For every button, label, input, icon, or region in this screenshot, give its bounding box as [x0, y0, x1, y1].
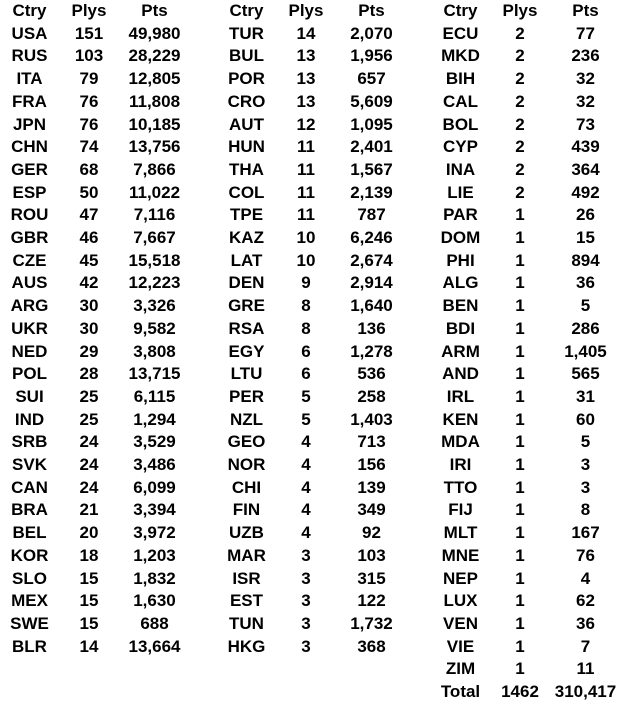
players-count-cell: 4	[301, 477, 311, 497]
country-code-cell: MAR	[227, 545, 266, 565]
points-cell: 12,805	[128, 69, 181, 89]
points-cell: 77	[576, 23, 595, 43]
country-code-cell: NOR	[227, 455, 266, 475]
country-code-cell: BEL	[12, 523, 47, 543]
country-code-cell: GEO	[227, 432, 266, 452]
country-code-cell: FRA	[12, 91, 47, 111]
country-code-cell: ROU	[10, 205, 49, 225]
players-count-cell: 1	[515, 591, 525, 611]
players-count-cell: 1	[515, 364, 525, 384]
players-count-cell: 3	[301, 613, 311, 633]
players-count-cell: 13	[296, 91, 316, 111]
players-count-cell: 13	[296, 69, 316, 89]
column-header-ctry: Ctry	[443, 1, 478, 20]
points-cell: 236	[571, 46, 600, 66]
country-code-cell: ESP	[12, 182, 47, 202]
points-cell: 1,278	[350, 341, 393, 361]
points-cell: 36	[576, 273, 595, 293]
country-code-cell: UZB	[229, 523, 264, 543]
country-code-cell: TPE	[229, 205, 264, 225]
country-code-cell: BEN	[442, 296, 479, 316]
country-code-cell: CHI	[231, 477, 262, 497]
players-count-cell: 74	[79, 137, 99, 157]
players-count-cell: 1	[515, 341, 525, 361]
points-cell: 565	[571, 364, 600, 384]
total-points-cell: 310,417	[554, 682, 617, 702]
players-count-cell: 14	[296, 23, 316, 43]
total-players-cell: 1462	[501, 682, 539, 702]
players-count-cell: 15	[79, 613, 99, 633]
country-code-cell: POL	[12, 364, 47, 384]
country-code-cell: LIE	[447, 182, 474, 202]
players-count-cell: 1	[515, 228, 525, 248]
players-count-cell: 20	[79, 523, 99, 543]
country-code-cell: VIE	[446, 636, 475, 656]
country-code-cell: HUN	[228, 137, 265, 157]
points-cell: 1,095	[350, 114, 393, 134]
players-count-cell: 10	[296, 228, 316, 248]
players-count-cell: 79	[79, 69, 99, 89]
country-code-cell: VEN	[443, 613, 478, 633]
points-cell: 11,808	[128, 91, 181, 111]
players-count-cell: 9	[301, 273, 311, 293]
points-cell: 6,099	[133, 477, 176, 497]
players-count-cell: 76	[79, 114, 99, 134]
points-cell: 3,529	[133, 432, 176, 452]
players-count-cell: 25	[79, 409, 99, 429]
points-cell: 32	[576, 69, 595, 89]
players-count-cell: 103	[74, 46, 104, 66]
players-count-cell: 30	[79, 296, 99, 316]
points-cell: 2,674	[350, 250, 393, 270]
points-cell: 92	[362, 523, 381, 543]
players-count-cell: 11	[297, 182, 315, 202]
country-code-cell: LAT	[230, 250, 263, 270]
players-count-cell: 3	[301, 545, 311, 565]
points-cell: 536	[357, 364, 386, 384]
country-code-cell: BDI	[445, 318, 476, 338]
points-cell: 15,518	[128, 250, 181, 270]
country-code-cell: AUS	[11, 273, 48, 293]
country-code-cell: EST	[229, 591, 264, 611]
players-count-cell: 11	[297, 137, 315, 157]
country-code-cell: HKG	[227, 636, 266, 656]
country-code-cell: RUS	[11, 46, 48, 66]
players-count-cell: 24	[79, 477, 99, 497]
points-cell: 2,070	[350, 23, 393, 43]
country-code-cell: FIJ	[448, 500, 473, 520]
points-cell: 1,203	[133, 545, 176, 565]
points-cell: 103	[357, 545, 386, 565]
points-cell: 7	[580, 636, 591, 656]
column-header-plys: Plys	[502, 1, 538, 20]
country-code-cell: BIH	[445, 69, 476, 89]
country-code-cell: DEN	[228, 273, 265, 293]
players-count-cell: 1	[515, 432, 525, 452]
players-count-cell: 1	[515, 409, 525, 429]
players-count-cell: 1	[515, 500, 525, 520]
country-code-cell: SRB	[11, 432, 48, 452]
points-cell: 7,866	[133, 159, 176, 179]
players-count-cell: 8	[301, 318, 311, 338]
players-count-cell: 24	[79, 455, 99, 475]
players-count-cell: 1	[515, 273, 525, 293]
players-count-cell: 29	[79, 341, 99, 361]
points-cell: 26	[576, 205, 595, 225]
players-count-cell: 13	[296, 46, 316, 66]
country-code-cell: LUX	[443, 591, 478, 611]
players-count-cell: 1	[515, 477, 525, 497]
country-code-cell: DOM	[440, 228, 481, 248]
players-count-cell: 2	[515, 137, 525, 157]
points-cell: 62	[576, 591, 595, 611]
points-cell: 1,956	[350, 46, 393, 66]
points-cell: 713	[357, 432, 386, 452]
country-code-cell: TUN	[229, 613, 264, 633]
points-cell: 76	[576, 545, 595, 565]
country-code-cell: BLR	[12, 636, 47, 656]
players-count-cell: 6	[301, 341, 311, 361]
country-code-cell: MLT	[443, 523, 478, 543]
column-header-ctry: Ctry	[12, 1, 47, 20]
country-code-cell: SUI	[15, 386, 44, 406]
players-count-cell: 45	[79, 250, 99, 270]
points-cell: 286	[571, 318, 600, 338]
players-count-cell: 2	[515, 159, 525, 179]
country-code-cell: CRO	[227, 91, 266, 111]
players-count-cell: 1	[515, 205, 525, 225]
players-count-cell: 15	[79, 591, 99, 611]
country-code-cell: CHN	[11, 137, 48, 157]
column-header-plys: Plys	[71, 1, 107, 20]
country-code-cell: PHI	[446, 250, 475, 270]
country-code-cell: TUR	[229, 23, 264, 43]
country-code-cell: NEP	[443, 568, 478, 588]
country-code-cell: GER	[11, 159, 48, 179]
players-count-cell: 3	[301, 636, 311, 656]
players-count-cell: 4	[301, 500, 311, 520]
points-cell: 1,403	[350, 409, 393, 429]
players-count-cell: 8	[301, 296, 311, 316]
country-code-cell: SLO	[12, 568, 47, 588]
country-code-cell: MEX	[11, 591, 48, 611]
players-count-cell: 24	[79, 432, 99, 452]
points-cell: 364	[571, 159, 600, 179]
country-code-cell: ARG	[10, 296, 49, 316]
column-header-pts: Pts	[141, 1, 168, 20]
points-cell: 32	[576, 91, 595, 111]
points-cell: 60	[576, 409, 595, 429]
players-count-cell: 76	[79, 91, 99, 111]
country-code-cell: FIN	[232, 500, 261, 520]
column-header-ctry: Ctry	[229, 1, 264, 20]
players-count-cell: 151	[74, 23, 104, 43]
points-cell: 1,832	[133, 568, 176, 588]
points-cell: 73	[576, 114, 595, 134]
players-count-cell: 1	[515, 545, 525, 565]
total-label-cell: Total	[440, 682, 481, 702]
players-count-cell: 1	[515, 296, 525, 316]
points-cell: 439	[571, 137, 600, 157]
country-code-cell: UKR	[11, 318, 48, 338]
country-code-cell: POR	[228, 69, 265, 89]
points-cell: 315	[357, 568, 386, 588]
points-cell: 36	[576, 613, 595, 633]
country-code-cell: ISR	[232, 568, 261, 588]
points-cell: 3,326	[133, 296, 176, 316]
points-cell: 28,229	[128, 46, 181, 66]
players-count-cell: 4	[301, 523, 311, 543]
points-cell: 49,980	[128, 23, 181, 43]
points-cell: 31	[576, 386, 595, 406]
players-count-cell: 47	[79, 205, 99, 225]
players-count-cell: 1	[515, 455, 525, 475]
points-cell: 1,630	[133, 591, 176, 611]
country-code-cell: ITA	[16, 69, 43, 89]
country-code-cell: CZE	[12, 250, 47, 270]
points-cell: 3,972	[133, 523, 176, 543]
points-cell: 136	[357, 318, 386, 338]
points-cell: 11,022	[128, 182, 181, 202]
players-count-cell: 30	[79, 318, 99, 338]
country-code-cell: ALG	[442, 273, 479, 293]
country-code-cell: BOL	[442, 114, 479, 134]
players-count-cell: 18	[79, 545, 99, 565]
players-count-cell: 2	[515, 114, 525, 134]
points-cell: 9,582	[133, 318, 176, 338]
column-header-pts: Pts	[358, 1, 385, 20]
points-cell: 122	[357, 591, 386, 611]
country-code-cell: AUT	[229, 114, 264, 134]
players-count-cell: 25	[79, 386, 99, 406]
points-cell: 5	[580, 432, 591, 452]
country-code-cell: IRI	[449, 455, 472, 475]
players-count-cell: 1	[515, 613, 525, 633]
players-count-cell: 1	[515, 659, 525, 679]
points-cell: 5,609	[350, 91, 393, 111]
players-count-cell: 12	[296, 114, 316, 134]
points-cell: 6,246	[350, 228, 393, 248]
players-count-cell: 1	[515, 523, 525, 543]
points-cell: 6,115	[133, 386, 176, 406]
country-code-cell: LTU	[230, 364, 263, 384]
country-code-cell: CAN	[11, 477, 48, 497]
country-code-cell: JPN	[12, 114, 47, 134]
country-code-cell: IRL	[446, 386, 475, 406]
points-cell: 11	[576, 659, 595, 679]
points-cell: 156	[357, 455, 386, 475]
country-code-cell: RSA	[228, 318, 265, 338]
country-code-cell: PER	[229, 386, 264, 406]
points-cell: 12,223	[128, 273, 181, 293]
country-code-cell: AND	[442, 364, 479, 384]
players-count-cell: 1	[515, 568, 525, 588]
players-count-cell: 50	[79, 182, 99, 202]
points-cell: 894	[571, 250, 600, 270]
country-code-cell: KAZ	[229, 228, 264, 248]
points-cell: 13,715	[128, 364, 181, 384]
country-code-cell: EGY	[228, 341, 265, 361]
points-cell: 10,185	[128, 114, 181, 134]
points-cell: 1,567	[350, 159, 393, 179]
players-count-cell: 11	[297, 159, 315, 179]
country-code-cell: THA	[229, 159, 264, 179]
players-count-cell: 2	[515, 23, 525, 43]
points-cell: 349	[357, 500, 386, 520]
players-count-cell: 2	[515, 182, 525, 202]
points-cell: 3	[580, 477, 591, 497]
points-cell: 139	[357, 477, 386, 497]
points-cell: 5	[580, 296, 591, 316]
points-cell: 2,139	[350, 182, 393, 202]
points-cell: 13,756	[128, 137, 181, 157]
country-code-cell: BRA	[11, 500, 48, 520]
players-count-cell: 68	[79, 159, 99, 179]
points-cell: 258	[357, 386, 386, 406]
points-cell: 1,732	[350, 613, 393, 633]
country-code-cell: ZIM	[445, 659, 476, 679]
points-cell: 13,664	[128, 636, 181, 656]
country-code-cell: USA	[11, 23, 48, 43]
points-cell: 3,808	[133, 341, 176, 361]
country-code-cell: GRE	[228, 296, 265, 316]
points-cell: 3,394	[133, 500, 176, 520]
players-count-cell: 1	[515, 386, 525, 406]
country-code-cell: KEN	[442, 409, 479, 429]
country-code-cell: TTO	[443, 477, 478, 497]
column-header-plys: Plys	[288, 1, 324, 20]
country-code-cell: SVK	[12, 455, 47, 475]
players-count-cell: 21	[79, 500, 99, 520]
players-count-cell: 6	[301, 364, 311, 384]
country-code-cell: IND	[14, 409, 45, 429]
country-code-cell: BUL	[229, 46, 264, 66]
column-header-pts: Pts	[572, 1, 599, 20]
country-code-cell: NZL	[229, 409, 264, 429]
points-cell: 1,294	[133, 409, 176, 429]
players-count-cell: 3	[301, 568, 311, 588]
country-code-cell: COL	[228, 182, 265, 202]
points-cell: 1,405	[564, 341, 607, 361]
players-count-cell: 1	[515, 636, 525, 656]
country-code-cell: ECU	[442, 23, 479, 43]
points-cell: 2,401	[350, 137, 393, 157]
points-cell: 688	[140, 613, 169, 633]
players-count-cell: 5	[301, 409, 311, 429]
country-code-cell: MDA	[441, 432, 480, 452]
points-cell: 7,667	[133, 228, 176, 248]
country-code-cell: CYP	[443, 137, 478, 157]
players-count-cell: 14	[79, 636, 99, 656]
points-cell: 15	[576, 228, 595, 248]
players-count-cell: 4	[301, 432, 311, 452]
points-cell: 167	[571, 523, 600, 543]
country-code-cell: CAL	[443, 91, 478, 111]
country-code-cell: NED	[11, 341, 48, 361]
country-code-cell: ARM	[441, 341, 480, 361]
players-count-cell: 3	[301, 591, 311, 611]
players-count-cell: 2	[515, 91, 525, 111]
points-cell: 2,914	[350, 273, 393, 293]
points-cell: 368	[357, 636, 386, 656]
country-code-cell: MNE	[441, 545, 480, 565]
players-count-cell: 15	[79, 568, 99, 588]
points-cell: 787	[357, 205, 386, 225]
country-code-cell: INA	[445, 159, 476, 179]
points-cell: 3	[580, 455, 591, 475]
points-cell: 657	[357, 69, 386, 89]
players-count-cell: 2	[515, 46, 525, 66]
points-cell: 4	[580, 568, 591, 588]
players-count-cell: 2	[515, 69, 525, 89]
players-count-cell: 42	[79, 273, 99, 293]
country-code-cell: MKD	[441, 46, 480, 66]
players-count-cell: 4	[301, 455, 311, 475]
players-count-cell: 1	[515, 318, 525, 338]
points-cell: 492	[571, 182, 600, 202]
country-code-cell: KOR	[10, 545, 49, 565]
players-count-cell: 1	[515, 250, 525, 270]
points-cell: 7,116	[133, 205, 176, 225]
players-count-cell: 28	[79, 364, 99, 384]
points-cell: 8	[580, 500, 591, 520]
players-count-cell: 11	[297, 205, 315, 225]
country-code-cell: PAR	[443, 205, 478, 225]
players-count-cell: 10	[296, 250, 316, 270]
country-code-cell: GBR	[10, 228, 49, 248]
points-cell: 3,486	[133, 455, 176, 475]
points-cell: 1,640	[350, 296, 393, 316]
players-count-cell: 46	[79, 228, 99, 248]
country-code-cell: SWE	[10, 613, 49, 633]
players-count-cell: 5	[301, 386, 311, 406]
